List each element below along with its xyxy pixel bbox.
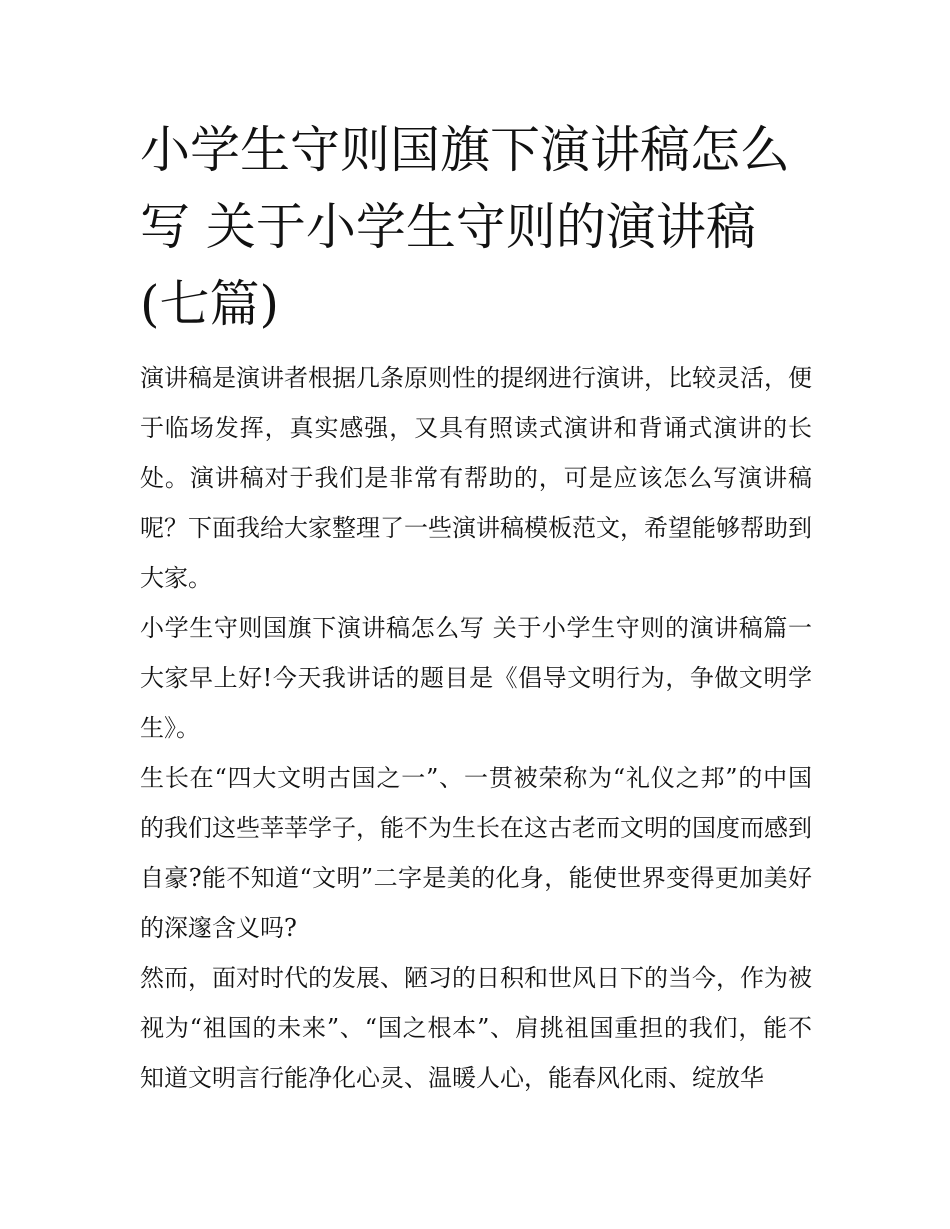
document-title: 小学生守则国旗下演讲稿怎么写 关于小学生守则的演讲稿(七篇) [140,121,790,333]
document-page [140,112,812,1103]
paragraph-civilization: 生长在“四大文明古国之一”、一贯被荣称为“礼仪之邦”的中国的我们这些莘莘学子，能不为生长在这古老而文明的国度而感到自豪?能不知道“文明”二字是美的化身，能使世界变得更加美好的深邃含义吗? [140,764,812,942]
paragraph-however: 然而，面对时代的发展、陋习的日积和世风日下的当今，作为被视为“祖国的未来”、“国之根本”、肩挑祖国重担的我们，能不知道文明言行能净化心灵、温暖人心，能春风化雨、绽放华 [140,964,812,1092]
document-body [140,353,812,1103]
paragraph-part-one: 小学生守则国旗下演讲稿怎么写 关于小学生守则的演讲稿篇一 大家早上好!今天我讲话的题目是《倡导文明行为，争做文明学生》。 [140,614,812,742]
paragraph-intro: 演讲稿是演讲者根据几条原则性的提纲进行演讲，比较灵活，便于临场发挥，真实感强，又具有照读式演讲和背诵式演讲的长处。演讲稿对于我们是非常有帮助的，可是应该怎么写演讲稿呢？下面我给大家整理了一些演讲稿模板范文，希望能够帮助到大家。 [140,364,812,592]
